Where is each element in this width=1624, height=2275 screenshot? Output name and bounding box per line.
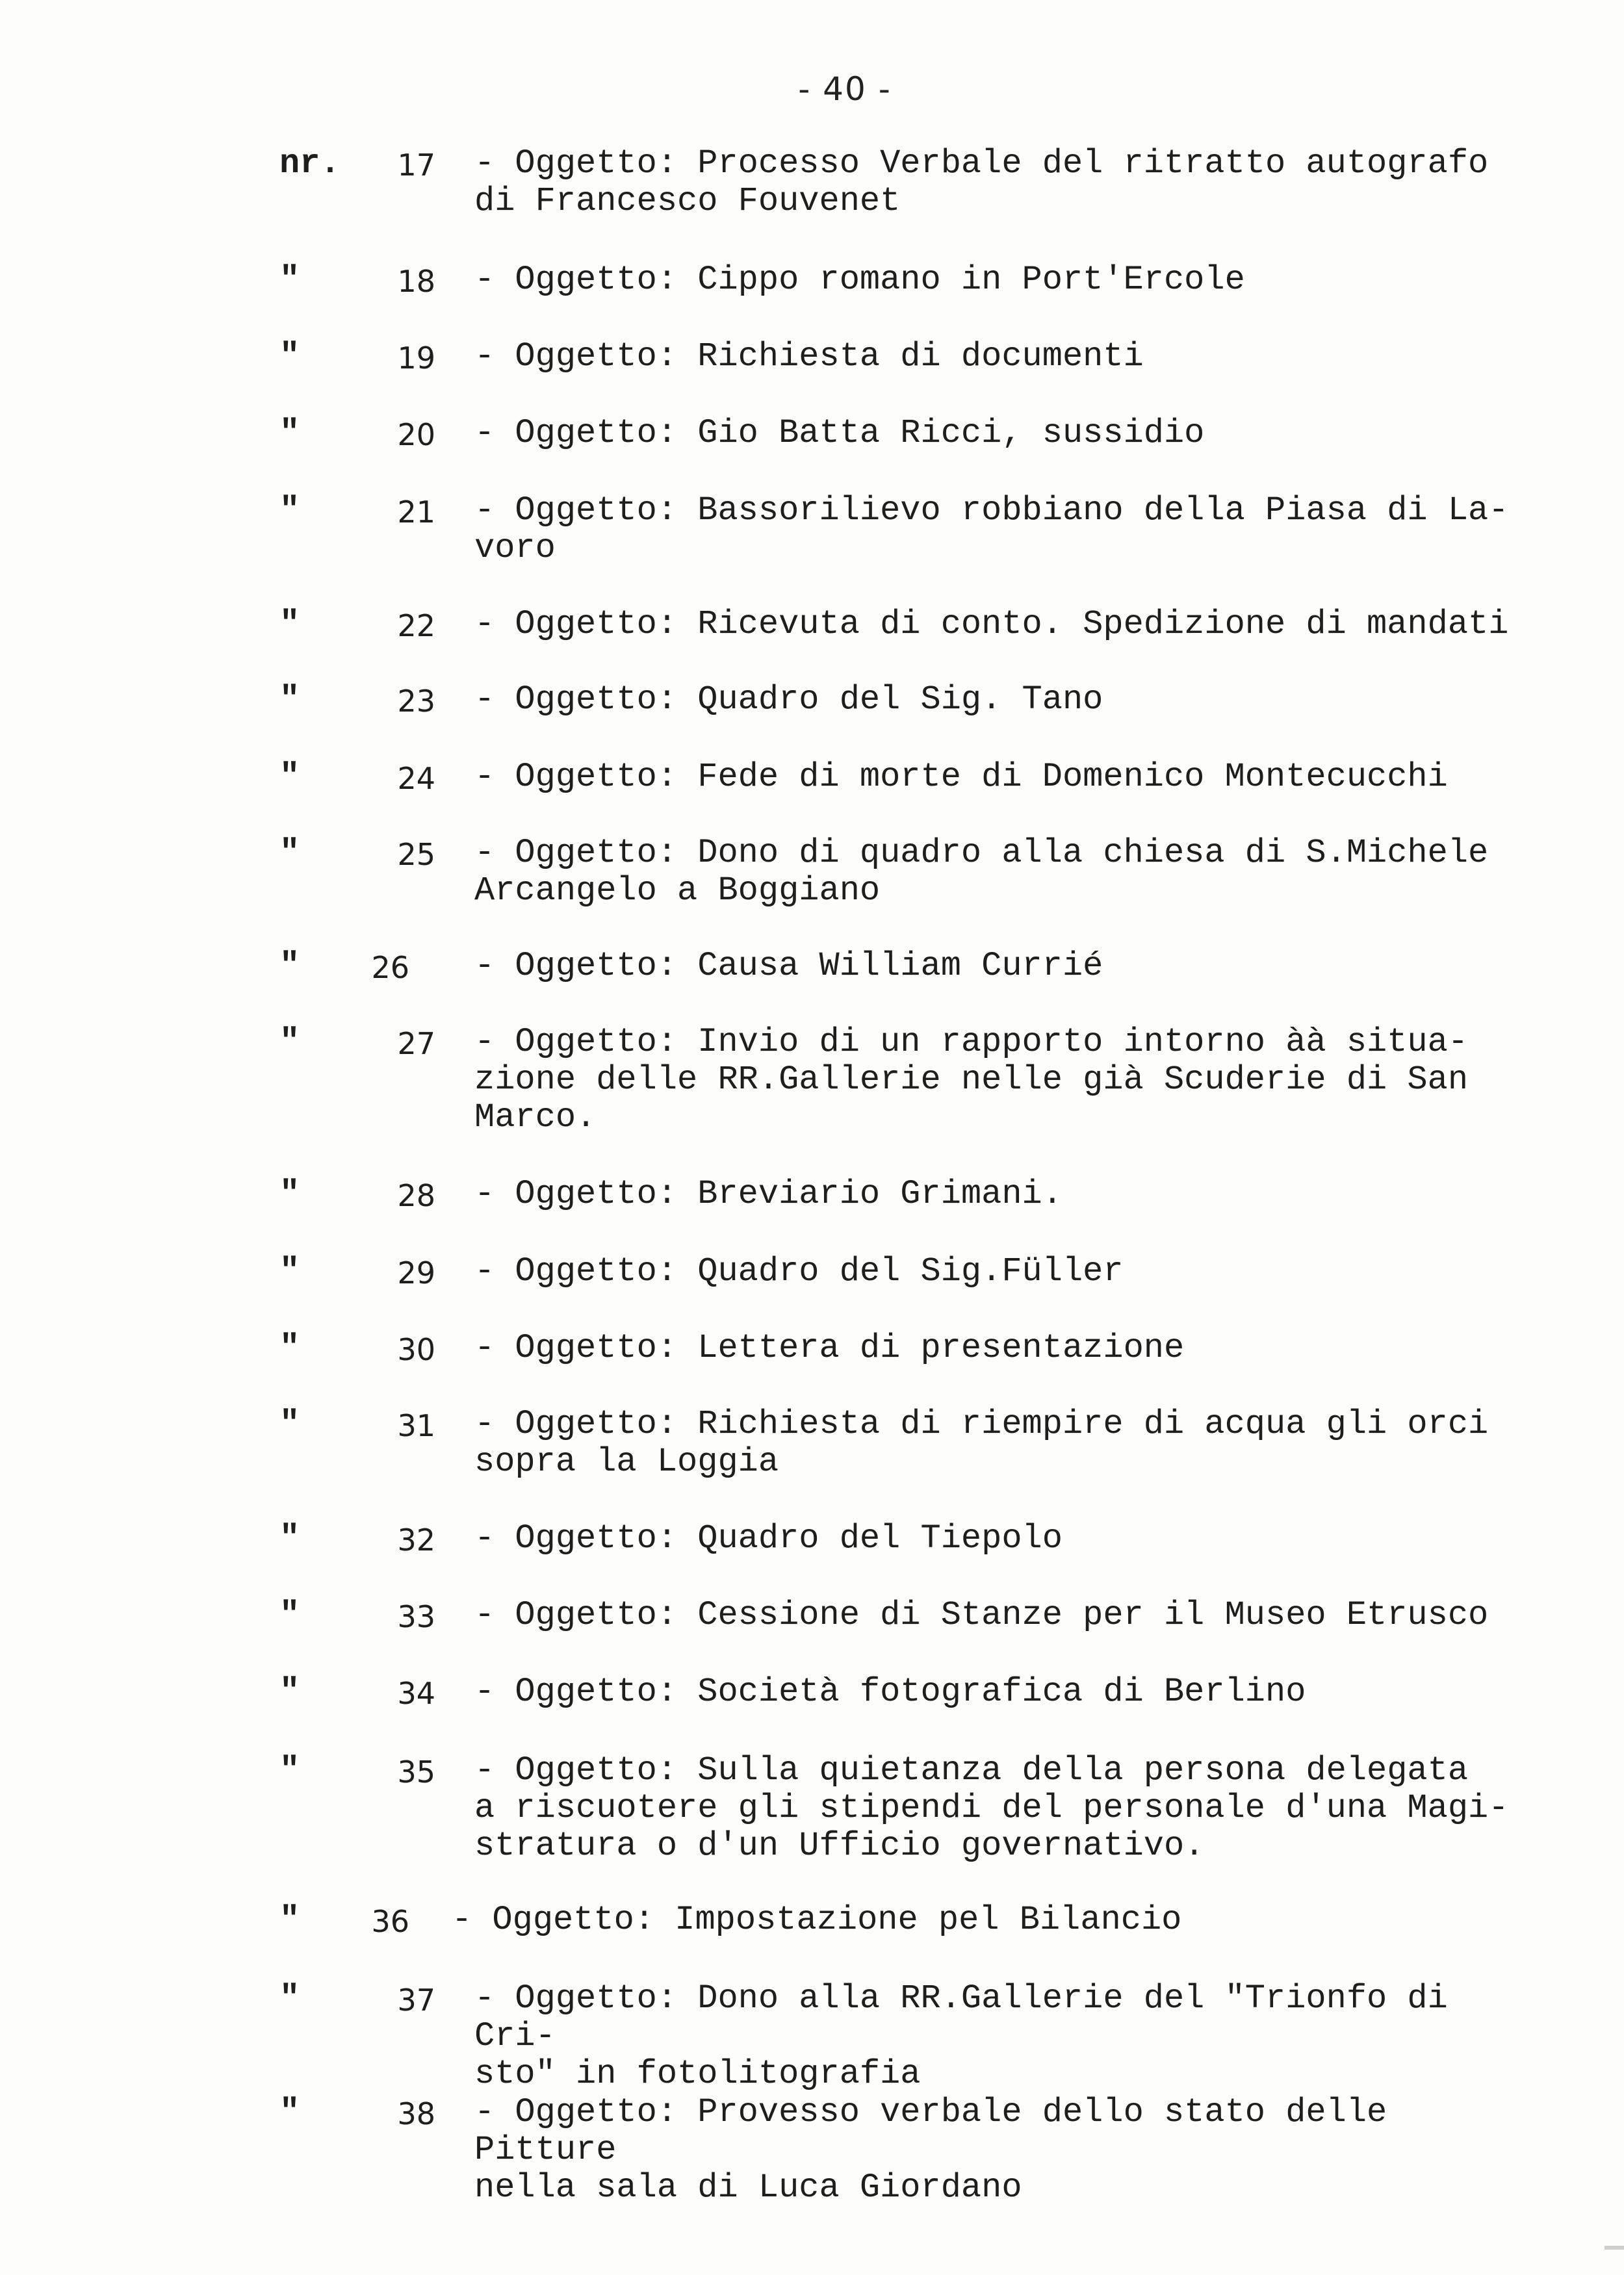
ditto-mark: " <box>279 1329 300 1367</box>
entry-number: 29 <box>397 1255 435 1291</box>
entry-number: 37 <box>397 1983 435 2018</box>
entry-subject: - Oggetto: Breviario Grimani. <box>474 1175 1063 1213</box>
entry-subject: - Oggetto: Dono alla RR.Gallerie del "Trionfo di Cri- sto" in fotolitografia <box>474 1979 1448 2093</box>
ditto-mark: " <box>279 1751 300 1790</box>
ditto-mark: " <box>279 337 300 376</box>
entry-subject: - Oggetto: Gio Batta Ricci, sussidio <box>474 414 1205 452</box>
entry-subject: - Oggetto: Provesso verbale dello stato delle Pitture nella sala di Luca Giordano <box>474 2093 1387 2207</box>
entry-subject: - Oggetto: Fede di morte di Domenico Montecucchi <box>474 758 1448 796</box>
entry-subject: - Oggetto: Società fotografica di Berlino <box>474 1673 1306 1711</box>
entry-subject: - Oggetto: Lettera di presentazione <box>474 1329 1185 1367</box>
entry-subject: - Oggetto: Impostazione pel Bilancio <box>452 1901 1182 1939</box>
entry-number: 25 <box>397 837 435 872</box>
ditto-mark: " <box>279 1673 300 1711</box>
ditto-mark: " <box>279 1175 300 1213</box>
entry-number: 24 <box>397 761 435 796</box>
entry-number: 21 <box>397 495 435 530</box>
entry-subject: - Oggetto: Invio di un rapporto intorno àà situa- zione delle RR.Gallerie nelle già Scuderie di San Marco. <box>474 1023 1469 1137</box>
entry-number: 32 <box>397 1523 435 1558</box>
entry-subject: - Oggetto: Quadro del Sig. Tano <box>474 680 1103 719</box>
ditto-mark: " <box>279 758 300 796</box>
ditto-mark: " <box>279 947 300 985</box>
entry-number: 23 <box>397 684 435 719</box>
entry-number: 22 <box>397 608 435 643</box>
ditto-mark: " <box>279 1405 300 1443</box>
ditto-mark: " <box>279 1979 300 2018</box>
entry-subject: - Oggetto: Cippo romano in Port'Ercole <box>474 261 1245 299</box>
entry-number: 28 <box>397 1178 435 1213</box>
entry-subject: - Oggetto: Richiesta di riempire di acqua gli orci sopra la Loggia <box>474 1405 1489 1481</box>
entry-subject: - Oggetto: Sulla quietanza della persona delegata a riscuotere gli stipendi del personale d'una Magi- stratura o d'un Ufficio governativo. <box>474 1751 1509 1865</box>
ditto-mark: " <box>279 1252 300 1291</box>
entry-subject: - Oggetto: Processo Verbale del ritratto autografo di Francesco Fouvenet <box>474 144 1489 220</box>
ditto-mark: " <box>279 2093 300 2131</box>
entry-prefix: nr. <box>279 144 341 183</box>
entry-subject: - Oggetto: Quadro del Tiepolo <box>474 1519 1063 1558</box>
ditto-mark: " <box>279 834 300 872</box>
entry-number: 36 <box>371 1904 409 1939</box>
ditto-mark: " <box>279 605 300 643</box>
entry-number: 30 <box>397 1332 435 1367</box>
ditto-mark: " <box>279 491 300 530</box>
ditto-mark: " <box>279 1519 300 1558</box>
entry-subject: - Oggetto: Dono di quadro alla chiesa di S.Michele Arcangelo a Boggiano <box>474 834 1489 910</box>
page-number: - 40 - <box>798 70 892 108</box>
entry-number: 31 <box>397 1408 435 1443</box>
entry-number: 33 <box>397 1599 435 1634</box>
entry-number: 34 <box>397 1676 435 1711</box>
ditto-mark: " <box>279 680 300 719</box>
ditto-mark: " <box>279 1596 300 1634</box>
entry-number: 19 <box>397 341 435 376</box>
entry-number: 26 <box>371 950 409 985</box>
scan-edge-mark <box>1605 2246 1624 2250</box>
entry-number: 35 <box>397 1754 435 1790</box>
entry-subject: - Oggetto: Quadro del Sig.Füller <box>474 1252 1124 1291</box>
entry-subject: - Oggetto: Ricevuta di conto. Spedizione di mandati <box>474 605 1509 643</box>
entry-number: 27 <box>397 1026 435 1061</box>
entry-number: 38 <box>397 2096 435 2131</box>
ditto-mark: " <box>279 414 300 452</box>
entry-subject: - Oggetto: Causa William Currié <box>474 947 1103 985</box>
ditto-mark: " <box>279 1901 300 1939</box>
entry-subject: - Oggetto: Cessione di Stanze per il Museo Etrusco <box>474 1596 1489 1634</box>
entry-subject: - Oggetto: Bassorilievo robbiano della Piasa di La- voro <box>474 491 1509 567</box>
entry-number: 18 <box>397 264 435 299</box>
ditto-mark: " <box>279 1023 300 1061</box>
entry-number: 17 <box>397 148 435 183</box>
entry-number: 20 <box>397 417 435 452</box>
ditto-mark: " <box>279 261 300 299</box>
entry-subject: - Oggetto: Richiesta di documenti <box>474 337 1144 376</box>
